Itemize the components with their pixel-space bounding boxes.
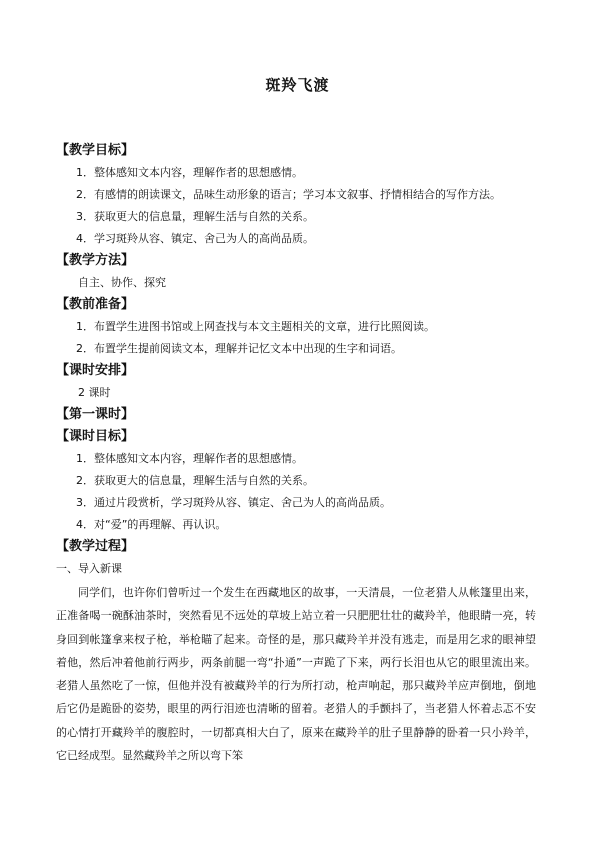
lesson-objective-item: 4．对“爱”的再理解、再认识。 — [76, 518, 227, 531]
methods-text: 自主、协作、探究 — [78, 276, 166, 289]
preparation-item: 1．布置学生进图书馆或上网查找与本文主题相关的文章，进行比照阅读。 — [76, 320, 435, 333]
lesson-objective-item: 2．获取更大的信息量，理解生活与自然的关系。 — [76, 474, 314, 487]
heading-lesson-objectives: 【课时目标】 — [56, 429, 135, 444]
heading-objectives: 【教学目标】 — [56, 143, 135, 158]
heading-process: 【教学过程】 — [56, 539, 135, 554]
objective-item: 1．整体感知文本内容，理解作者的思想感情。 — [76, 166, 303, 179]
schedule-text: 2 课时 — [78, 386, 111, 399]
process-subheading: 一、导入新课 — [56, 562, 122, 575]
document-body — [56, 140, 536, 767]
process-paragraph: 同学们，也许你们曾听过一个发生在西藏地区的故事，一天清晨，一位老猎人从帐篷里出来，正准备喝一碗酥油茶时，突然看见不远处的草坡上站立着一只肥肥壮壮的藏羚羊，他眼睛一亮，转身回到帐篷拿来杈子枪，举枪瞄了起来。奇怪的是，那只藏羚羊并没有逃走，而是用乞求的眼神望着他，然后冲着他前行两步，两条前腿一弯“扑通”一声跪了下来，两行长泪也从它的眼里流出来。老猎人虽然吃了一惊，但他并没有被藏羚羊的行为所打动，枪声响起，那只藏羚羊应声倒地，倒地后它仍是跪卧的姿势，眼里的两行泪迹也清晰的留着。老猎人的手颤抖了，当老猎人怀着忐忑不安的心情打开藏羚羊的腹腔时，一切都真相大白了，原来在藏羚羊的肚子里静静的卧着一只小羚羊，它已经成型。显然藏羚羊之所以弯下笨 — [56, 586, 536, 763]
heading-preparation: 【教前准备】 — [56, 297, 135, 312]
heading-methods: 【教学方法】 — [56, 253, 135, 268]
objective-item: 3．获取更大的信息量，理解生活与自然的关系。 — [76, 210, 314, 223]
preparation-item: 2．布置学生提前阅读文本，理解并记忆文本中出现的生字和词语。 — [76, 342, 402, 355]
document-title: 斑羚飞渡 — [265, 76, 330, 94]
heading-first-lesson: 【第一课时】 — [56, 407, 135, 422]
lesson-objective-item: 3．通过片段赏析，学习斑羚从容、镇定、舍己为人的高尚品质。 — [76, 496, 391, 509]
heading-schedule: 【课时安排】 — [56, 363, 135, 378]
objective-item: 2．有感情的朗读课文，品味生动形象的语言；学习本文叙事、抒情相结合的写作方法。 — [76, 188, 501, 201]
objective-item: 4．学习斑羚从容、镇定、舍己为人的高尚品质。 — [76, 232, 314, 245]
lesson-objective-item: 1．整体感知文本内容，理解作者的思想感情。 — [76, 452, 303, 465]
